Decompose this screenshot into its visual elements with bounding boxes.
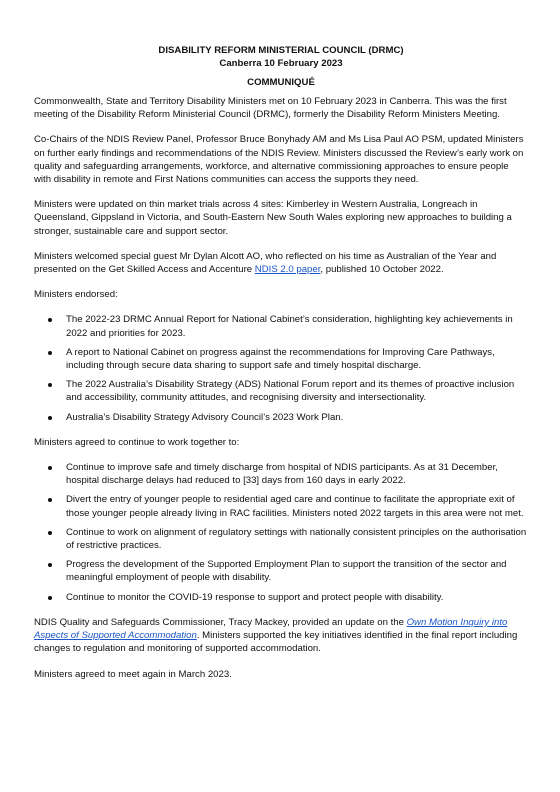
ndis-review-paragraph: Co-Chairs of the NDIS Review Panel, Professor Bruce Bonyhady AM and Ms Lisa Paul AO PSM, updated Ministers on further early findings and recommendations of the NDIS Review. Ministers discussed the Review’s early work on quality and safeguarding arrangements, workforce, and alternative commissioning approaches to ensure people with disability in remote and First Nations communities can access the supports they need. [34,134,524,186]
meeting-date: Canberra 10 February 2023 [219,58,343,69]
communique-page [34,44,528,693]
list-item: Continue to monitor the COVID-19 response to support and protect people with disability. [66,591,528,604]
list-item: A report to National Cabinet on progress against the recommendations for Improving Care Pathways, including through secure data sharing to support safe and timely hospital discharge. [66,346,528,372]
council-title: DISABILITY REFORM MINISTERIAL COUNCIL (DRMC) [158,45,404,56]
guest-paragraph [34,250,528,276]
communique-heading: COMMUNIQUÉ [247,77,315,88]
list-item: Continue to improve safe and timely discharge from hospital of NDIS participants. As at 31 December, hospital discharge delays had reduced to [33] days from 160 days in early 2022. [66,461,528,487]
list-item: Australia’s Disability Strategy Advisory Council’s 2023 Work Plan. [66,411,528,424]
document-header [34,44,528,89]
commissioner-text-before: NDIS Quality and Safeguards Commissioner, Tracy Mackey, provided an update on the [34,616,407,628]
agreed-intro: Ministers agreed to continue to work together to: [34,436,240,448]
list-item: Continue to work on alignment of regulatory settings with nationally consistent principles on the authorisation of restrictive practices. [66,526,527,552]
inquiry-link[interactable]: Own Motion Inquiry into Aspects of Supported Accommodation [34,616,508,642]
commissioner-text-after: . Ministers supported the key initiatives identified in the final report including changes to regulation and monitoring of supported accommodation. [34,630,518,655]
commissioner-paragraph [34,616,528,656]
endorsed-list [34,313,528,423]
thin-market-paragraph: Ministers were updated on thin market trials across 4 sites: Kimberley in Western Australia, Longreach in Queensland, Gippsland in Victoria, and South-Eastern New South Wales exploring new approaches to building a stronger, sustainable care and support sector. [34,199,512,237]
closing-paragraph: Ministers agreed to meet again in March 2023. [34,668,232,680]
agreed-list [34,461,528,604]
guest-text-before: Ministers welcomed special guest Mr Dylan Alcott AO, who reflected on his time as Australian of the Year and presented on the Get Skilled Access and Accenture [34,250,497,276]
ndis-paper-link[interactable]: NDIS 2.0 paper [254,264,321,276]
endorsed-intro: Ministers endorsed: [34,289,118,301]
list-item: Divert the entry of younger people to residential aged care and continue to facilitate the appropriate exit of those younger people already living in RAC facilities. Ministers noted 2022 targets in this area were not met. [66,493,528,519]
guest-text-after: , published 10 October 2022. [320,264,444,276]
list-item: The 2022-23 DRMC Annual Report for National Cabinet’s consideration, highlighting key achievements in 2022 and priorities for 2023. [66,313,528,339]
list-item: Progress the development of the Supported Employment Plan to support the transition of the sector and meaningful employment of people with disability. [66,558,528,584]
intro-paragraph: Commonwealth, State and Territory Disability Ministers met on 10 February 2023 in Canberra. This was the first meeting of the Disability Reform Ministerial Council (DRMC), formerly the Disability Reform Ministers Meeting. [34,96,507,121]
list-item: The 2022 Australia’s Disability Strategy (ADS) National Forum report and its themes of proactive inclusion and accessibility, community attitudes, and recognising diversity and intersectionality. [66,378,528,404]
